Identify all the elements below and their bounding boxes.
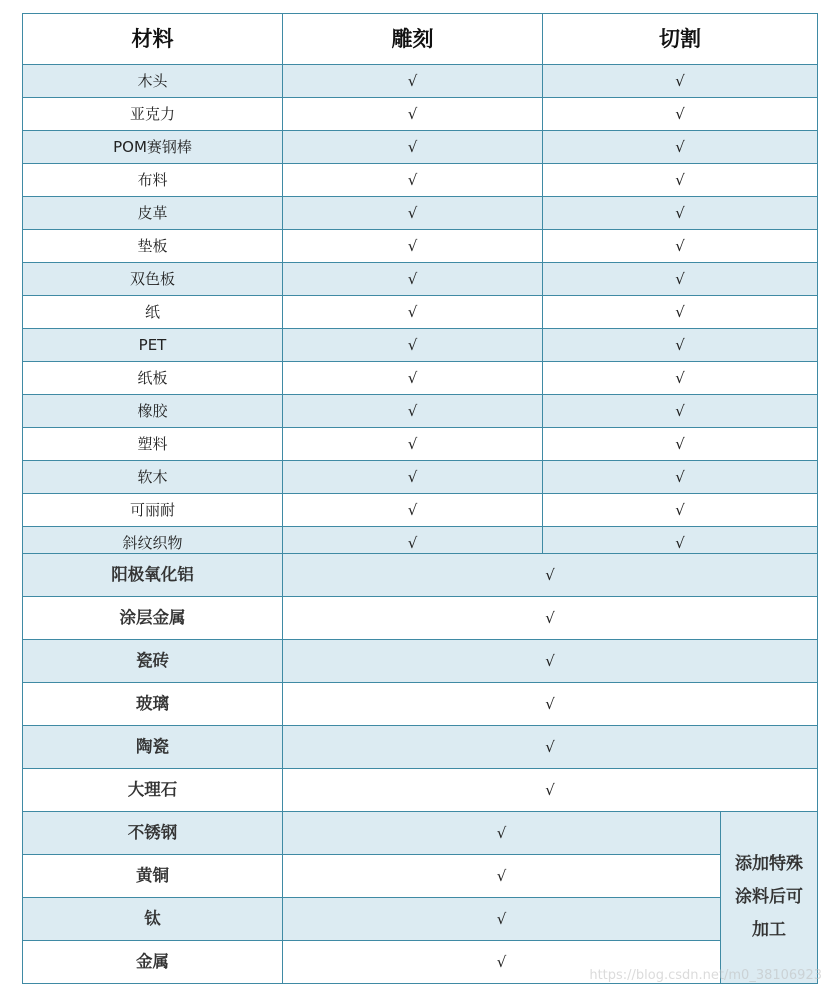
cut-check: √ <box>543 428 818 461</box>
material-cell: 黄铜 <box>23 855 283 898</box>
material-cell: 涂层金属 <box>23 597 283 640</box>
cut-check: √ <box>543 461 818 494</box>
table-row <box>23 812 818 855</box>
cut-check: √ <box>543 230 818 263</box>
engrave-check: √ <box>283 197 543 230</box>
table-row <box>23 494 818 527</box>
header-cut: 切割 <box>543 14 818 65</box>
engrave-check: √ <box>283 597 818 640</box>
material-cell: 斜纹织物 <box>23 527 283 560</box>
table-row <box>23 131 818 164</box>
table-row <box>23 98 818 131</box>
engrave-check: √ <box>283 329 543 362</box>
material-cell: 大理石 <box>23 769 283 812</box>
material-cell: 金属 <box>23 941 283 984</box>
cut-check: √ <box>543 395 818 428</box>
table-row <box>23 597 818 640</box>
material-cell: 软木 <box>23 461 283 494</box>
cut-check: √ <box>543 131 818 164</box>
table-row <box>23 726 818 769</box>
cut-check: √ <box>543 263 818 296</box>
header-engrave: 雕刻 <box>283 14 543 65</box>
material-cell: 不锈钢 <box>23 812 283 855</box>
material-cell: 陶瓷 <box>23 726 283 769</box>
header-material: 材料 <box>23 14 283 65</box>
cut-check: √ <box>543 164 818 197</box>
material-cell: 钛 <box>23 898 283 941</box>
cut-check: √ <box>543 65 818 98</box>
material-cell: 可丽耐 <box>23 494 283 527</box>
table-row <box>23 640 818 683</box>
engrave-check: √ <box>283 898 721 941</box>
engrave-check: √ <box>283 683 818 726</box>
material-cell: 亚克力 <box>23 98 283 131</box>
cut-check: √ <box>543 527 818 560</box>
engrave-check: √ <box>283 726 818 769</box>
cut-check: √ <box>543 494 818 527</box>
table-row <box>23 395 818 428</box>
engrave-check: √ <box>283 527 543 560</box>
cut-check: √ <box>543 296 818 329</box>
material-cell: 布料 <box>23 164 283 197</box>
engrave-check: √ <box>283 296 543 329</box>
engrave-check: √ <box>283 98 543 131</box>
table-row <box>23 329 818 362</box>
table-row <box>23 683 818 726</box>
engrave-check: √ <box>283 554 818 597</box>
material-cell: PET <box>23 329 283 362</box>
table-row <box>23 898 818 941</box>
table-row <box>23 296 818 329</box>
cut-check: √ <box>543 362 818 395</box>
cut-check: √ <box>543 197 818 230</box>
material-cell: 纸板 <box>23 362 283 395</box>
material-cell: 橡胶 <box>23 395 283 428</box>
table-row <box>23 263 818 296</box>
engrave-check: √ <box>283 769 818 812</box>
table-row <box>23 164 818 197</box>
material-cell: 双色板 <box>23 263 283 296</box>
table-row <box>23 769 818 812</box>
material-cell: 皮革 <box>23 197 283 230</box>
engrave-check: √ <box>283 395 543 428</box>
engrave-check: √ <box>283 65 543 98</box>
material-cell: 玻璃 <box>23 683 283 726</box>
table-row <box>23 428 818 461</box>
table-row <box>23 230 818 263</box>
engrave-check: √ <box>283 640 818 683</box>
material-table-cut-and-engrave <box>22 13 818 560</box>
engrave-check: √ <box>283 362 543 395</box>
material-cell: 阳极氧化铝 <box>23 554 283 597</box>
cut-check: √ <box>543 98 818 131</box>
material-cell: 塑料 <box>23 428 283 461</box>
table-row <box>23 197 818 230</box>
material-cell: 木头 <box>23 65 283 98</box>
table-row <box>23 461 818 494</box>
engrave-check: √ <box>283 812 721 855</box>
engrave-check: √ <box>283 855 721 898</box>
table-row <box>23 554 818 597</box>
engrave-check: √ <box>283 230 543 263</box>
engrave-check: √ <box>283 428 543 461</box>
table-row <box>23 65 818 98</box>
material-table-engrave-only <box>22 553 818 984</box>
table-header-row <box>23 14 818 65</box>
watermark: https://blog.csdn.net/m0_38106923 <box>589 968 822 983</box>
material-cell: 纸 <box>23 296 283 329</box>
table-row <box>23 362 818 395</box>
material-cell: 垫板 <box>23 230 283 263</box>
material-cell: 瓷砖 <box>23 640 283 683</box>
engrave-check: √ <box>283 131 543 164</box>
engrave-check: √ <box>283 461 543 494</box>
special-coating-note: 添加特殊涂料后可加工 <box>721 812 818 984</box>
engrave-check: √ <box>283 941 721 984</box>
engrave-check: √ <box>283 164 543 197</box>
material-cell: POM赛钢棒 <box>23 131 283 164</box>
engrave-check: √ <box>283 263 543 296</box>
cut-check: √ <box>543 329 818 362</box>
engrave-check: √ <box>283 494 543 527</box>
table-row <box>23 855 818 898</box>
